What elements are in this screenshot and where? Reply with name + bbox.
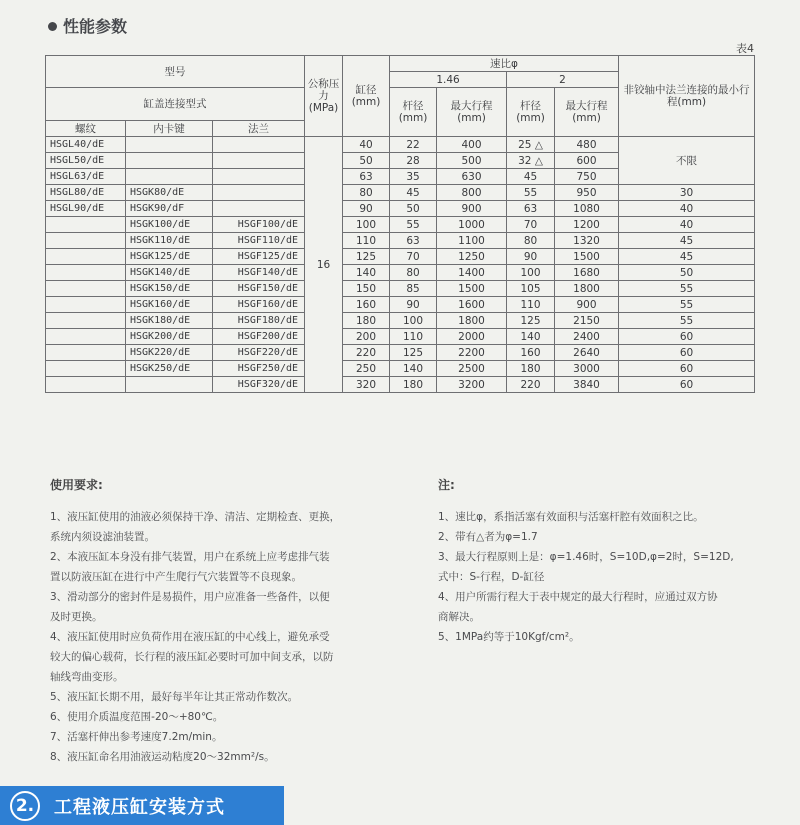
header-max-stroke-a: 最大行程(mm) bbox=[437, 88, 507, 137]
cell-rod-b: 80 bbox=[507, 233, 555, 249]
note-line: 5、液压缸长期不用，最好每半年让其正常动作数次。 bbox=[50, 691, 299, 703]
table-row bbox=[46, 249, 755, 265]
table-row bbox=[46, 137, 755, 153]
table-notes bbox=[438, 476, 778, 647]
table-row bbox=[46, 217, 755, 233]
cell-stroke-b: 1320 bbox=[555, 233, 619, 249]
cell-stroke-b: 1680 bbox=[555, 265, 619, 281]
section-banner bbox=[0, 786, 284, 825]
note-line: 式中：S-行程，D-缸径 bbox=[438, 571, 545, 583]
note-line: 2、带有△者为φ=1.7 bbox=[438, 531, 538, 543]
cell-bore: 90 bbox=[343, 201, 390, 217]
cell-stroke-a: 2500 bbox=[437, 361, 507, 377]
cell-stroke-b: 900 bbox=[555, 297, 619, 313]
note-line: 4、液压缸使用时应负荷作用在液压缸的中心线上，避免承受 bbox=[50, 631, 330, 643]
page-title: 性能参数 bbox=[48, 14, 127, 37]
cell-thread bbox=[46, 233, 126, 249]
cell-flange bbox=[213, 169, 305, 185]
header-rod-dia-a: 杆径(mm) bbox=[390, 88, 437, 137]
cell-bore: 150 bbox=[343, 281, 390, 297]
cell-flange bbox=[213, 201, 305, 217]
cell-stroke-a: 1800 bbox=[437, 313, 507, 329]
cell-stroke-b: 750 bbox=[555, 169, 619, 185]
cell-rod-b: 100 bbox=[507, 265, 555, 281]
cell-key: HSGK90/dF bbox=[126, 201, 213, 217]
note-line: 7、活塞杆伸出参考速度7.2m/min。 bbox=[50, 731, 223, 743]
cell-thread bbox=[46, 249, 126, 265]
note-line: 6、使用介质温度范围-20～+80℃。 bbox=[50, 711, 224, 723]
table-row bbox=[46, 329, 755, 345]
usage-heading: 使用要求: bbox=[50, 478, 103, 492]
notes-heading: 注: bbox=[438, 478, 455, 492]
cell-min: 45 bbox=[619, 249, 755, 265]
cell-rod-b: 180 bbox=[507, 361, 555, 377]
cell-key: HSGK125/dE bbox=[126, 249, 213, 265]
cell-stroke-a: 800 bbox=[437, 185, 507, 201]
cell-thread bbox=[46, 345, 126, 361]
table-row bbox=[46, 265, 755, 281]
cell-rod-b: 45 bbox=[507, 169, 555, 185]
note-line: 3、滑动部分的密封件是易损件，用户应准备一些备件，以便 bbox=[50, 591, 330, 603]
cell-flange bbox=[213, 137, 305, 153]
cell-stroke-b: 1500 bbox=[555, 249, 619, 265]
cell-rod-a: 125 bbox=[390, 345, 437, 361]
header-min-stroke: 非铰轴中法兰连接的最小行程(mm) bbox=[619, 56, 755, 137]
cell-thread: HSGL90/dE bbox=[46, 201, 126, 217]
header-rod-dia-b: 杆径(mm) bbox=[507, 88, 555, 137]
cell-rod-b: 55 bbox=[507, 185, 555, 201]
cell-rod-a: 50 bbox=[390, 201, 437, 217]
cell-key: HSGK150/dE bbox=[126, 281, 213, 297]
cell-key: HSGK110/dE bbox=[126, 233, 213, 249]
table-row bbox=[46, 201, 755, 217]
performance-table-container bbox=[45, 55, 754, 393]
cell-bore: 250 bbox=[343, 361, 390, 377]
usage-list bbox=[50, 507, 430, 767]
cell-flange: HSGF125/dE bbox=[213, 249, 305, 265]
cell-thread bbox=[46, 297, 126, 313]
cell-key: HSGK200/dE bbox=[126, 329, 213, 345]
cell-min: 55 bbox=[619, 281, 755, 297]
bullet-dot-icon bbox=[48, 22, 57, 31]
cell-thread bbox=[46, 313, 126, 329]
cell-thread: HSGL40/dE bbox=[46, 137, 126, 153]
header-pressure: 公称压力(MPa) bbox=[305, 56, 343, 137]
note-line: 轴线弯曲变形。 bbox=[50, 671, 124, 683]
header-bore: 缸径(mm) bbox=[343, 56, 390, 137]
cell-thread bbox=[46, 217, 126, 233]
table-row bbox=[46, 281, 755, 297]
cell-stroke-a: 3200 bbox=[437, 377, 507, 393]
note-line: 5、1MPa约等于10Kgf/cm²。 bbox=[438, 631, 580, 643]
cell-stroke-a: 1600 bbox=[437, 297, 507, 313]
cell-flange: HSGF140/dE bbox=[213, 265, 305, 281]
cell-bore: 140 bbox=[343, 265, 390, 281]
cell-bore: 50 bbox=[343, 153, 390, 169]
note-line: 及时更换。 bbox=[50, 611, 103, 623]
usage-requirements bbox=[50, 476, 430, 767]
table-row bbox=[46, 345, 755, 361]
cell-rod-a: 55 bbox=[390, 217, 437, 233]
cell-rod-b: 105 bbox=[507, 281, 555, 297]
cell-rod-a: 90 bbox=[390, 297, 437, 313]
cell-key: HSGK100/dE bbox=[126, 217, 213, 233]
note-line: 3、最大行程原则上是：φ=1.46时，S=10D,φ=2时，S=12D, bbox=[438, 551, 734, 563]
cell-bore: 110 bbox=[343, 233, 390, 249]
cell-stroke-b: 2150 bbox=[555, 313, 619, 329]
cell-thread: HSGL50/dE bbox=[46, 153, 126, 169]
cell-flange: HSGF180/dE bbox=[213, 313, 305, 329]
header-ratio-2: 2 bbox=[507, 72, 619, 88]
cell-rod-a: 70 bbox=[390, 249, 437, 265]
cell-min: 55 bbox=[619, 313, 755, 329]
cell-min: 60 bbox=[619, 377, 755, 393]
cell-flange: HSGF100/dE bbox=[213, 217, 305, 233]
cell-rod-a: 80 bbox=[390, 265, 437, 281]
header-cap-type: 缸盖连接型式 bbox=[46, 88, 305, 121]
cell-min: 不限 bbox=[619, 137, 755, 185]
section-number-badge: 2. bbox=[10, 791, 40, 821]
cell-thread: HSGL80/dE bbox=[46, 185, 126, 201]
cell-rod-a: 180 bbox=[390, 377, 437, 393]
cell-stroke-b: 3840 bbox=[555, 377, 619, 393]
cell-stroke-a: 900 bbox=[437, 201, 507, 217]
cell-stroke-b: 600 bbox=[555, 153, 619, 169]
cell-min: 40 bbox=[619, 217, 755, 233]
cell-bore: 160 bbox=[343, 297, 390, 313]
cell-flange bbox=[213, 153, 305, 169]
cell-stroke-b: 1800 bbox=[555, 281, 619, 297]
cell-pressure: 16 bbox=[305, 137, 343, 393]
cell-stroke-b: 480 bbox=[555, 137, 619, 153]
cell-flange: HSGF160/dE bbox=[213, 297, 305, 313]
cell-stroke-a: 2200 bbox=[437, 345, 507, 361]
cell-stroke-a: 2000 bbox=[437, 329, 507, 345]
note-line: 1、速比φ，系指活塞有效面积与活塞杆腔有效面积之比。 bbox=[438, 511, 704, 523]
cell-thread bbox=[46, 377, 126, 393]
cell-rod-a: 85 bbox=[390, 281, 437, 297]
cell-key: HSGK160/dE bbox=[126, 297, 213, 313]
cell-key bbox=[126, 153, 213, 169]
note-line: 商解决。 bbox=[438, 611, 480, 623]
cell-min: 55 bbox=[619, 297, 755, 313]
performance-table bbox=[45, 55, 755, 393]
cell-rod-a: 22 bbox=[390, 137, 437, 153]
cell-flange: HSGF200/dE bbox=[213, 329, 305, 345]
cell-rod-a: 35 bbox=[390, 169, 437, 185]
cell-min: 60 bbox=[619, 345, 755, 361]
header-inner-key: 内卡键 bbox=[126, 121, 213, 137]
note-line: 较大的偏心载荷，长行程的液压缸必要时可加中间支承，以防 bbox=[50, 651, 334, 663]
note-line: 系统内须设滤油装置。 bbox=[50, 531, 155, 543]
cell-rod-a: 45 bbox=[390, 185, 437, 201]
cell-stroke-b: 3000 bbox=[555, 361, 619, 377]
cell-stroke-a: 500 bbox=[437, 153, 507, 169]
cell-key bbox=[126, 137, 213, 153]
cell-key: HSGK180/dE bbox=[126, 313, 213, 329]
table-row bbox=[46, 361, 755, 377]
cell-rod-a: 63 bbox=[390, 233, 437, 249]
cell-flange: HSGF220/dE bbox=[213, 345, 305, 361]
cell-key: HSGK80/dE bbox=[126, 185, 213, 201]
cell-rod-b: 32 △ bbox=[507, 153, 555, 169]
cell-min: 60 bbox=[619, 329, 755, 345]
cell-rod-b: 140 bbox=[507, 329, 555, 345]
cell-key bbox=[126, 377, 213, 393]
header-speed-ratio: 速比φ bbox=[390, 56, 619, 72]
cell-thread bbox=[46, 281, 126, 297]
cell-stroke-b: 1200 bbox=[555, 217, 619, 233]
cell-key: HSGK250/dE bbox=[126, 361, 213, 377]
cell-stroke-a: 1100 bbox=[437, 233, 507, 249]
note-line: 1、液压缸使用的油液必须保持干净、清洁、定期检查、更换， bbox=[50, 511, 341, 523]
cell-bore: 180 bbox=[343, 313, 390, 329]
cell-bore: 200 bbox=[343, 329, 390, 345]
cell-stroke-b: 2400 bbox=[555, 329, 619, 345]
cell-rod-b: 25 △ bbox=[507, 137, 555, 153]
note-line: 2、本液压缸本身没有排气装置，用户在系统上应考虑排气装 bbox=[50, 551, 330, 563]
cell-flange: HSGF150/dE bbox=[213, 281, 305, 297]
cell-bore: 220 bbox=[343, 345, 390, 361]
cell-thread: HSGL63/dE bbox=[46, 169, 126, 185]
note-line: 置以防液压缸在进行中产生爬行气穴装置等不良现象。 bbox=[50, 571, 302, 583]
cell-min: 60 bbox=[619, 361, 755, 377]
cell-rod-b: 90 bbox=[507, 249, 555, 265]
section-banner-title: 工程液压缸安装方式 bbox=[54, 796, 225, 818]
cell-bore: 100 bbox=[343, 217, 390, 233]
cell-stroke-a: 1400 bbox=[437, 265, 507, 281]
cell-rod-a: 100 bbox=[390, 313, 437, 329]
cell-stroke-a: 1250 bbox=[437, 249, 507, 265]
cell-rod-a: 140 bbox=[390, 361, 437, 377]
cell-rod-b: 110 bbox=[507, 297, 555, 313]
cell-rod-b: 70 bbox=[507, 217, 555, 233]
cell-stroke-b: 950 bbox=[555, 185, 619, 201]
cell-key bbox=[126, 169, 213, 185]
cell-key: HSGK220/dE bbox=[126, 345, 213, 361]
header-flange: 法兰 bbox=[213, 121, 305, 137]
notes-list bbox=[438, 507, 778, 647]
cell-bore: 80 bbox=[343, 185, 390, 201]
table-row bbox=[46, 297, 755, 313]
cell-key: HSGK140/dE bbox=[126, 265, 213, 281]
cell-stroke-b: 2640 bbox=[555, 345, 619, 361]
note-line: 8、液压缸命名用油液运动粘度20～32mm²/s。 bbox=[50, 751, 275, 763]
table-row bbox=[46, 377, 755, 393]
cell-min: 45 bbox=[619, 233, 755, 249]
cell-min: 40 bbox=[619, 201, 755, 217]
cell-thread bbox=[46, 265, 126, 281]
cell-stroke-a: 1000 bbox=[437, 217, 507, 233]
cell-thread bbox=[46, 329, 126, 345]
cell-flange: HSGF110/dE bbox=[213, 233, 305, 249]
cell-min: 50 bbox=[619, 265, 755, 281]
cell-stroke-a: 1500 bbox=[437, 281, 507, 297]
cell-bore: 63 bbox=[343, 169, 390, 185]
table-number: 表4 bbox=[736, 42, 754, 55]
cell-rod-a: 110 bbox=[390, 329, 437, 345]
cell-stroke-a: 400 bbox=[437, 137, 507, 153]
cell-flange: HSGF250/dE bbox=[213, 361, 305, 377]
cell-stroke-b: 1080 bbox=[555, 201, 619, 217]
header-thread: 螺纹 bbox=[46, 121, 126, 137]
header-model: 型号 bbox=[46, 56, 305, 88]
cell-bore: 320 bbox=[343, 377, 390, 393]
cell-stroke-a: 630 bbox=[437, 169, 507, 185]
cell-thread bbox=[46, 361, 126, 377]
cell-flange: HSGF320/dE bbox=[213, 377, 305, 393]
cell-rod-b: 63 bbox=[507, 201, 555, 217]
note-line: 4、用户所需行程大于表中规定的最大行程时，应通过双方协 bbox=[438, 591, 718, 603]
cell-rod-b: 220 bbox=[507, 377, 555, 393]
table-row bbox=[46, 313, 755, 329]
table-row bbox=[46, 233, 755, 249]
header-max-stroke-b: 最大行程(mm) bbox=[555, 88, 619, 137]
cell-min: 30 bbox=[619, 185, 755, 201]
header-ratio-1-46: 1.46 bbox=[390, 72, 507, 88]
cell-bore: 40 bbox=[343, 137, 390, 153]
cell-rod-b: 125 bbox=[507, 313, 555, 329]
table-row bbox=[46, 185, 755, 201]
cell-rod-a: 28 bbox=[390, 153, 437, 169]
cell-rod-b: 160 bbox=[507, 345, 555, 361]
cell-bore: 125 bbox=[343, 249, 390, 265]
cell-flange bbox=[213, 185, 305, 201]
